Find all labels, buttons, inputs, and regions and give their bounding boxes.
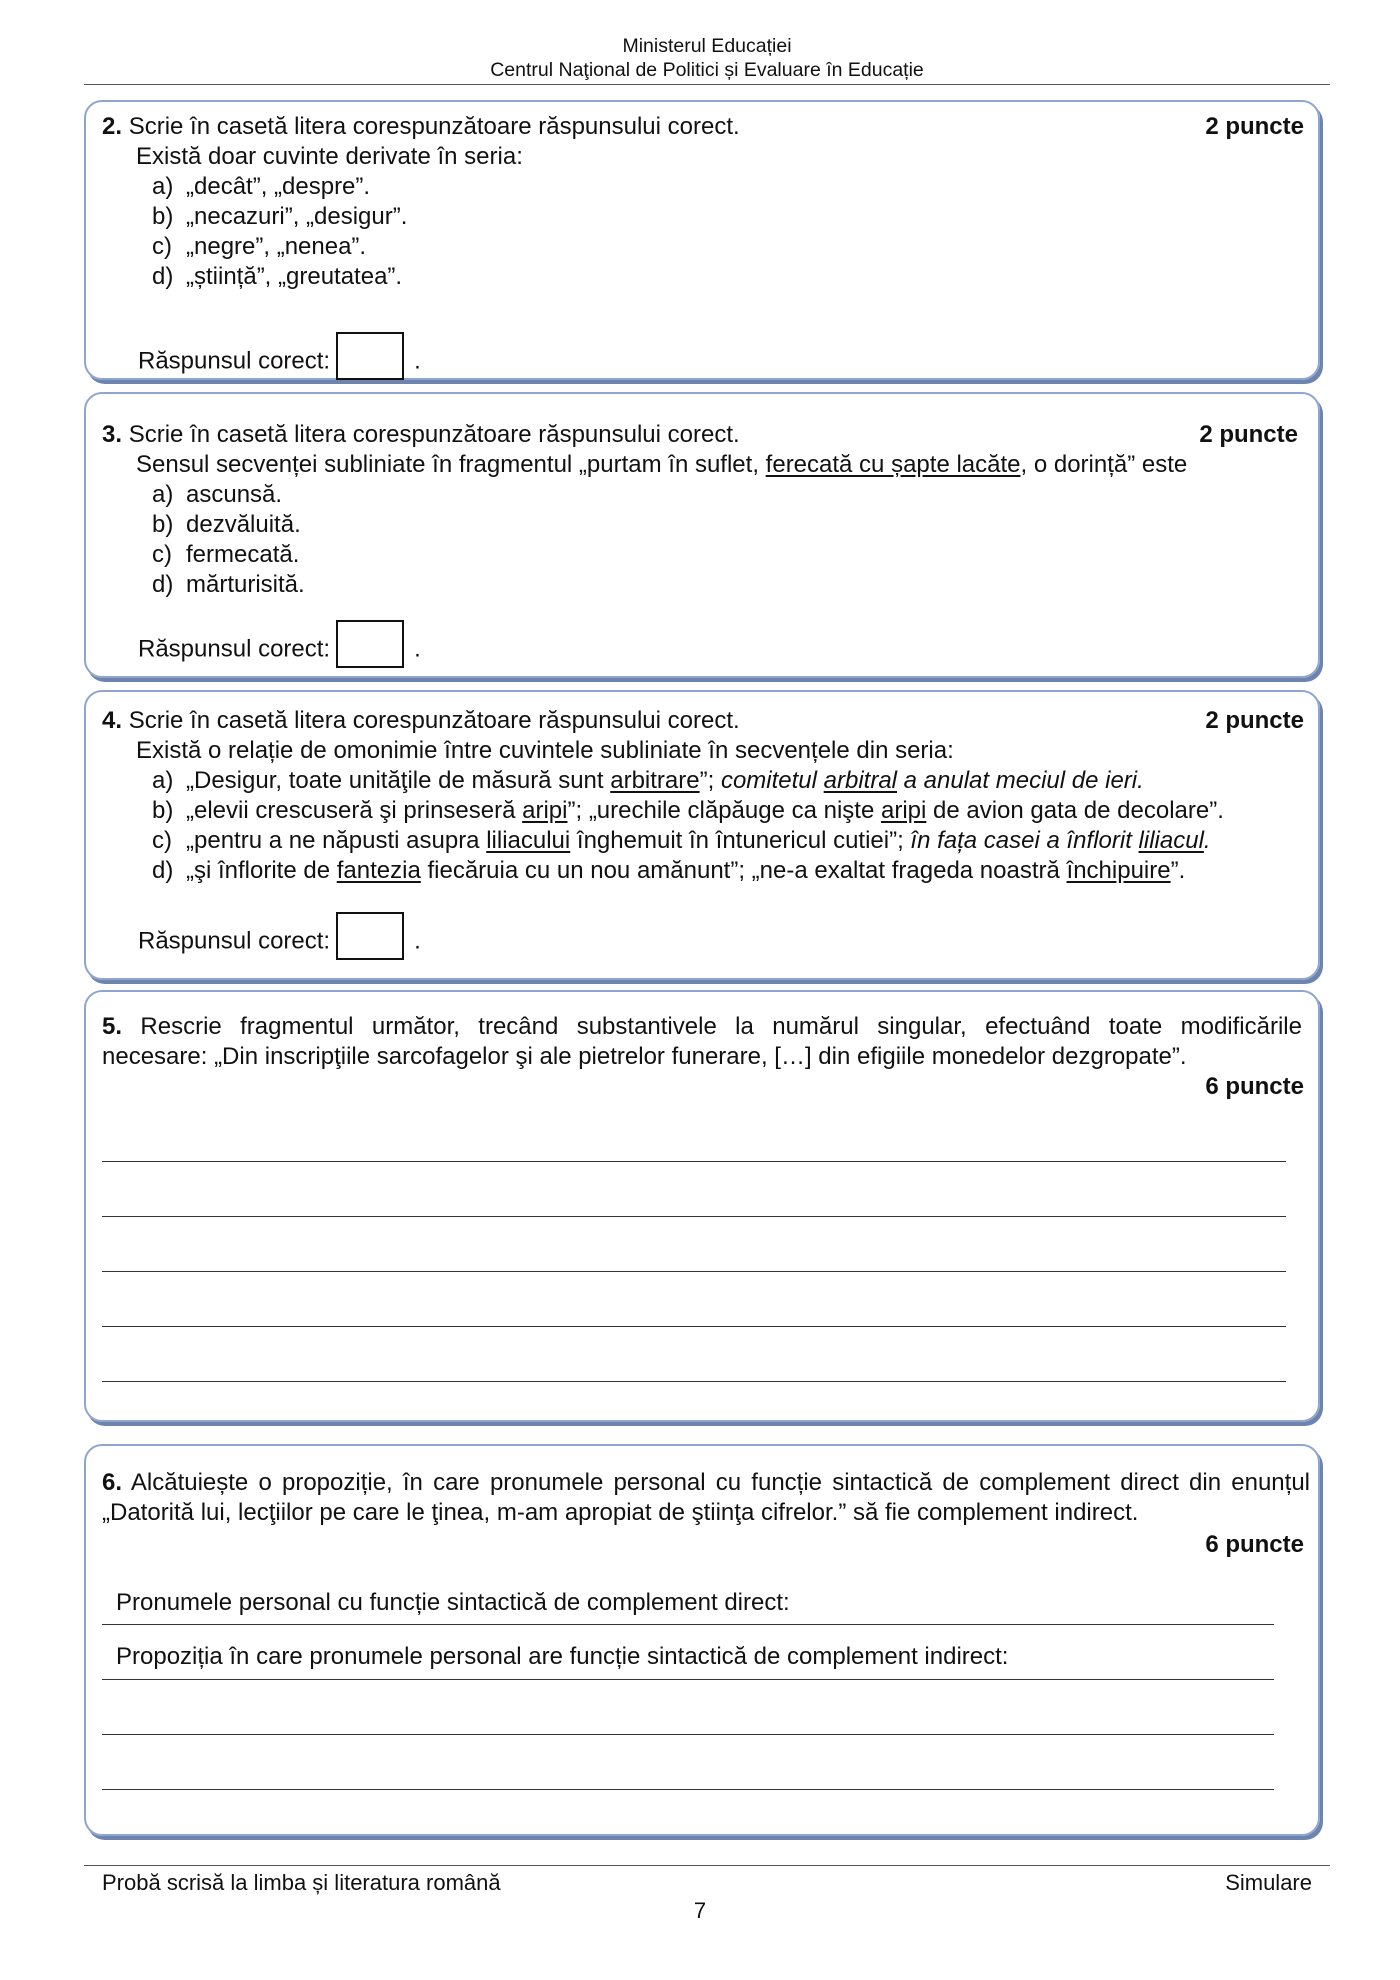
answer-box[interactable] bbox=[336, 620, 404, 668]
header-divider bbox=[84, 84, 1330, 85]
option-text: înghemuit în întunericul cutiei”; bbox=[570, 827, 911, 854]
question-text: Alcătuiește o propoziție, în care pronumele personal cu funcție sintactică de complement direct din enunțul bbox=[130, 1469, 1311, 1496]
question-stem bbox=[136, 450, 1187, 480]
option-a bbox=[152, 766, 1144, 796]
option-letter: c) bbox=[152, 827, 172, 854]
option-letter: d) bbox=[152, 857, 174, 884]
option-letter: d) bbox=[152, 263, 174, 290]
option-text: „elevii crescuseră şi prinseseră bbox=[186, 797, 523, 824]
question-number: 2. bbox=[102, 113, 123, 140]
option-text: „negre”, „nenea”. bbox=[186, 233, 367, 260]
answer-box[interactable] bbox=[336, 332, 404, 380]
question-number: 4. bbox=[102, 707, 123, 734]
question-points: 6 puncte bbox=[1205, 1073, 1304, 1100]
option-italic: comitetul bbox=[720, 767, 824, 794]
option-c bbox=[152, 826, 1211, 856]
option-text: „decât”, „despre”. bbox=[186, 173, 371, 200]
option-text: mărturisită. bbox=[186, 571, 305, 598]
option-letter: b) bbox=[152, 797, 174, 824]
stem-text: Sensul secvenței subliniate în fragmentul „purtam în suflet, bbox=[136, 451, 766, 478]
option-d bbox=[152, 570, 305, 600]
option-text: ”. bbox=[1170, 857, 1186, 884]
answer-line[interactable] bbox=[102, 1734, 1274, 1735]
question-number: 5. bbox=[102, 1013, 123, 1040]
answer-label: Răspunsul corect: bbox=[138, 927, 331, 955]
answer-line[interactable] bbox=[102, 1789, 1274, 1790]
option-underlined: aripi bbox=[522, 797, 568, 824]
question-3-header bbox=[102, 420, 1298, 450]
question-instruction: Scrie în casetă litera corespunzătoare răspunsului corect. bbox=[128, 113, 740, 140]
option-text: ascunsă. bbox=[186, 481, 283, 508]
option-letter: b) bbox=[152, 511, 174, 538]
question-stem: Există doar cuvinte derivate în seria: bbox=[136, 143, 523, 170]
header-center: Centrul Naţional de Politici și Evaluare în Educație bbox=[490, 59, 924, 81]
option-c bbox=[152, 232, 366, 262]
answer-line[interactable] bbox=[102, 1216, 1286, 1217]
option-c bbox=[152, 540, 299, 570]
header-ministry: Ministerul Educației bbox=[622, 35, 792, 57]
question-2-box bbox=[84, 100, 1320, 380]
stem-underlined: ferecată cu șapte lacăte bbox=[765, 451, 1021, 478]
question-5-text-line1 bbox=[102, 1012, 1302, 1042]
option-b bbox=[152, 202, 407, 232]
question-6-text-line2: „Datorită lui, lecţiilor pe care le ţinea, m-am apropiat de ştiinţa cifrelor.” să fie complement indirect. bbox=[102, 1499, 1139, 1526]
answer-box[interactable] bbox=[336, 912, 404, 960]
answer-label-direct-object: Pronumele personal cu funcție sintactică de complement direct: bbox=[116, 1589, 790, 1616]
option-underlined: arbitrare bbox=[610, 767, 700, 794]
option-underlined: fantezia bbox=[336, 857, 421, 884]
page-number: 7 bbox=[693, 1898, 707, 1923]
option-letter: a) bbox=[152, 767, 174, 794]
question-stem: Există o relație de omonimie între cuvintele subliniate în secvențele din seria: bbox=[136, 737, 954, 764]
option-text: „necazuri”, „desigur”. bbox=[186, 203, 408, 230]
answer-label-indirect-object: Propoziția în care pronumele personal are funcție sintactică de complement indirect: bbox=[116, 1643, 1009, 1670]
option-text: ”; bbox=[699, 767, 721, 794]
option-text: fiecăruia cu un nou amănunt”; „ne-a exaltat frageda noastră bbox=[420, 857, 1067, 884]
footer-exam-title: Probă scrisă la limba și literatura română bbox=[102, 1870, 501, 1895]
answer-label: Răspunsul corect: bbox=[138, 347, 331, 375]
option-a bbox=[152, 172, 370, 202]
option-italic-underlined: liliacul bbox=[1138, 827, 1204, 854]
option-a bbox=[152, 480, 282, 510]
question-instruction: Scrie în casetă litera corespunzătoare răspunsului corect. bbox=[128, 707, 740, 734]
option-b bbox=[152, 796, 1224, 826]
option-b bbox=[152, 510, 301, 540]
option-underlined: liliacului bbox=[486, 827, 571, 854]
question-2-header bbox=[102, 112, 1304, 142]
answer-line[interactable] bbox=[102, 1624, 1274, 1625]
answer-label: Răspunsul corect: bbox=[138, 635, 331, 663]
option-letter: c) bbox=[152, 541, 172, 568]
question-6-text-line1 bbox=[102, 1468, 1310, 1498]
option-underlined: aripi bbox=[880, 797, 927, 824]
option-underlined: închipuire bbox=[1066, 857, 1171, 884]
option-text: „şi înflorite de bbox=[186, 857, 337, 884]
answer-end: . bbox=[414, 635, 421, 663]
answer-row bbox=[138, 626, 421, 674]
stem-text: , o dorință” este bbox=[1020, 451, 1188, 478]
question-points: 6 puncte bbox=[1205, 1531, 1304, 1558]
option-letter: a) bbox=[152, 481, 174, 508]
option-text: dezvăluită. bbox=[186, 511, 301, 538]
option-letter: b) bbox=[152, 203, 174, 230]
question-number: 6. bbox=[102, 1469, 123, 1496]
footer-divider bbox=[84, 1865, 1330, 1866]
footer-exam-type: Simulare bbox=[1225, 1870, 1312, 1895]
option-text: de avion gata de decolare”. bbox=[926, 797, 1224, 824]
answer-end: . bbox=[414, 927, 421, 955]
option-text: „Desigur, toate unităţile de măsură sunt bbox=[186, 767, 611, 794]
question-5-text-line2: necesare: „Din inscripţiile sarcofagelor şi ale pietrelor funerare, […] din efigiile monedelor dezgropate”. bbox=[102, 1043, 1187, 1070]
question-5-box bbox=[84, 990, 1320, 1422]
option-italic: a anulat meciul de ieri. bbox=[897, 767, 1144, 794]
page-header bbox=[84, 34, 1330, 82]
answer-line[interactable] bbox=[102, 1271, 1286, 1272]
answer-line[interactable] bbox=[102, 1679, 1274, 1680]
option-text: „pentru a ne năpusti asupra bbox=[186, 827, 487, 854]
option-italic-underlined: arbitral bbox=[823, 767, 897, 794]
option-text: fermecată. bbox=[186, 541, 300, 568]
question-4-header bbox=[102, 706, 1304, 736]
option-letter: a) bbox=[152, 173, 174, 200]
answer-end: . bbox=[414, 347, 421, 375]
option-italic: în fața casei a înflorit bbox=[910, 827, 1139, 854]
option-d bbox=[152, 856, 1185, 886]
option-letter: c) bbox=[152, 233, 172, 260]
answer-row bbox=[138, 918, 421, 966]
question-4-box bbox=[84, 690, 1320, 980]
answer-row bbox=[138, 338, 421, 386]
answer-line[interactable] bbox=[102, 1161, 1286, 1162]
answer-line[interactable] bbox=[102, 1381, 1286, 1382]
option-text: „știință”, „greutatea”. bbox=[186, 263, 403, 290]
question-text: Rescrie fragmentul următor, trecând substantivele la numărul singular, efectuând toate modificările bbox=[140, 1013, 1302, 1040]
question-6-box bbox=[84, 1444, 1320, 1836]
question-3-box bbox=[84, 392, 1320, 678]
question-points: 2 puncte bbox=[1199, 421, 1298, 448]
question-instruction: Scrie în casetă litera corespunzătoare răspunsului corect. bbox=[128, 421, 740, 448]
option-d bbox=[152, 262, 402, 292]
option-letter: d) bbox=[152, 571, 174, 598]
question-number: 3. bbox=[102, 421, 123, 448]
option-text: ”; „urechile clăpăuge ca nişte bbox=[567, 797, 881, 824]
answer-line[interactable] bbox=[102, 1326, 1286, 1327]
question-points: 2 puncte bbox=[1205, 707, 1304, 734]
option-italic: . bbox=[1203, 827, 1211, 854]
question-points: 2 puncte bbox=[1205, 113, 1304, 140]
